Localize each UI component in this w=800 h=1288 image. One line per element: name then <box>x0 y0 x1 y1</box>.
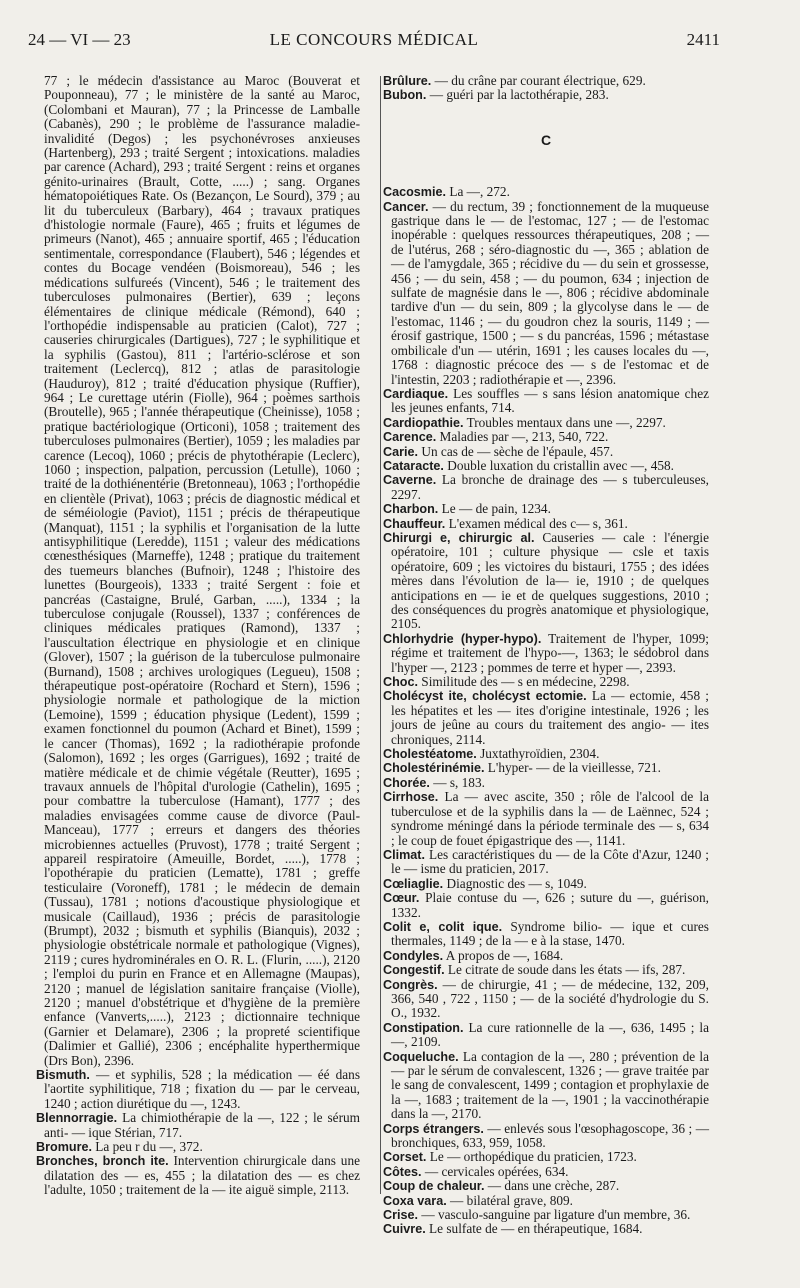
index-entry <box>383 74 709 88</box>
entry-headword: Colit e, colit ique. <box>383 919 503 934</box>
entry-text: Un cas de — sèche de l'épaule, 457. <box>418 443 614 459</box>
entry-text: — s, 183. <box>429 774 485 790</box>
entry-text: Le — de pain, 1234. <box>438 501 551 517</box>
index-entry <box>36 1111 360 1140</box>
entry-headword: Congrès. <box>383 977 438 992</box>
index-entry <box>383 920 709 949</box>
entry-headword: Chlorhydrie (hyper-hypo). <box>383 631 542 646</box>
entry-text: Le citrate de soude dans les états — ifs, 287. <box>444 962 686 978</box>
entry-text: Le — orthopédique du praticien, 1723. <box>426 1149 637 1165</box>
index-entry <box>36 1140 360 1154</box>
entry-text: L'examen médical des c— s, 361. <box>445 515 628 531</box>
entry-text: La — avec ascite, 350 ; rôle de l'alcool de la tuberculose et de la syphilis dans la — de Laënnec, 524 ; syndrome méningé dans la période terminale des — s, 634 ; le coup de fouet épigastrique des —, 1141. <box>391 789 709 848</box>
left-column <box>36 74 360 1198</box>
entry-headword: Climat. <box>383 847 425 862</box>
index-entry <box>383 978 709 1021</box>
entry-headword: Coqueluche. <box>383 1049 459 1064</box>
entry-text: La —, 272. <box>446 184 510 200</box>
index-entry <box>383 473 709 502</box>
index-entry <box>383 1122 709 1151</box>
index-entry <box>383 1208 709 1222</box>
entry-headword: Corps étrangers. <box>383 1121 484 1136</box>
index-entry <box>383 761 709 775</box>
entry-headword: Carence. <box>383 430 437 445</box>
entry-text: A propos de —, 1684. <box>443 947 564 963</box>
entry-text: Syndrome bilio- — ique et cures thermales, 1149 ; de la — e à la stase, 1470. <box>391 918 709 949</box>
entry-headword: Choc. <box>383 675 418 690</box>
entry-headword: Coxa vara. <box>383 1193 447 1208</box>
index-entry <box>383 517 709 531</box>
entry-headword: Carie. <box>383 444 419 459</box>
entry-headword: Crise. <box>383 1208 419 1223</box>
entry-headword: Bubon. <box>383 88 427 103</box>
index-entry <box>383 776 709 790</box>
index-entry <box>383 848 709 877</box>
column-divider <box>380 76 381 1194</box>
entry-headword: Chirurgi e, chirurgic al. <box>383 530 535 545</box>
index-entry <box>36 1154 360 1197</box>
entry-text: La — ectomie, 458 ; les hépatites et les — ites d'origine intestinale, 1926 ; les jours de jeûne au cours du traitement des angio- — ites chroniques, 2114. <box>391 688 709 747</box>
entry-text: Le sulfate de — en thérapeutique, 1684. <box>425 1221 643 1237</box>
entry-text: Traitement de l'hyper, 1099; régime et traitement de l'hypo-—, 1363; le sédobrol dans l'hyper —, 2123 ; pommes de terre et hyper —, 2393. <box>391 630 709 675</box>
entry-headword: Cholestéatome. <box>383 747 477 762</box>
entry-text: L'hyper- — de la vieillesse, 721. <box>484 760 661 776</box>
entry-headword: Chauffeur. <box>383 516 446 531</box>
index-entry <box>383 185 709 199</box>
page-header <box>28 30 720 56</box>
entry-text: Plaie contuse du —, 626 ; suture du —, guérison, 1332. <box>391 890 709 920</box>
section-letter: C <box>540 131 552 148</box>
entry-text: Causeries — cale : l'énergie opératoire, 101 ; culture physique — csle et taxis opératoire, 609 ; les victoires du bistauri, 1755 ; des idées mères dans l'évolution de la— ie, 1910 ; de quelques anticipations en — ie et de quelques suggestions, 2010 ; des conséquences du progrès anatomique et physiologique, 2105. <box>391 529 709 632</box>
entry-text: La bronche de drainage des — s tuberculeuses, 2297. <box>391 472 709 502</box>
entry-text: La contagion de la —, 280 ; prévention de la — par le sérum de convalescent, 1326 ; — grave traitée par le sang de convalescent, 1499 ; contagion et prophylaxie de la —, 1683 ; traitement de la —, 1901 ; la vaccinothérapie dans la —, 2170. <box>391 1048 709 1122</box>
entry-text: La chimiothérapie de la —, 122 ; le sérum anti- — ique Stérian, 717. <box>44 1110 360 1140</box>
index-entry <box>383 430 709 444</box>
entry-headword: Bromure. <box>36 1140 92 1155</box>
entry-headword: Bismuth. <box>36 1068 90 1083</box>
index-entry <box>383 416 709 430</box>
entry-text: — guéri par la lactothérapie, 283. <box>426 87 609 103</box>
index-entry <box>383 675 709 689</box>
entry-text: Double luxation du cristallin avec —, 458. <box>443 457 674 473</box>
index-entry <box>383 949 709 963</box>
journal-title: LE CONCOURS MÉDICAL <box>269 30 479 49</box>
entry-headword: Charbon. <box>383 502 439 517</box>
entry-text: Maladies par —, 213, 540, 722. <box>436 429 609 445</box>
entry-headword: Cardiopathie. <box>383 415 464 430</box>
right-column-entries <box>383 185 709 1237</box>
index-entry <box>383 1194 709 1208</box>
index-entry <box>383 200 709 387</box>
entry-text: Les caractéristiques du — de la Côte d'Azur, 1240 ; le — isme du praticien, 2017. <box>391 846 709 877</box>
right-column-top <box>383 74 709 103</box>
entry-headword: Cancer. <box>383 199 429 214</box>
entry-headword: Caverne. <box>383 473 437 488</box>
index-entry <box>383 877 709 891</box>
entry-text: Intervention chirurgicale dans une dilatation des — es, 455 ; la dilatation des — es chez l'adulte, 1050 ; traitement de la — ite aiguë simple, 2113. <box>44 1153 360 1198</box>
entry-headword: Cœliaglie. <box>383 876 444 891</box>
entry-text: — et syphilis, 528 ; la médication — éé dans l'aortite syphilitique, 718 ; fixation du — par le cerveau, 1240 ; action diurétique du —, 1243. <box>44 1067 360 1111</box>
index-entry <box>383 1165 709 1179</box>
entry-text: 77 ; le médecin d'assistance au Maroc (Bouverat et Pouponneau), 77 ; le ministère de la santé au Maroc, (Colombani et Mauran), 77 ; la Princesse de Lamballe (Cabanès), 290 ; le problème de l'assurance maladie-invalidité (Degos) ; les psychonévroses anxieuses (Hartenberg), 293 ; traité Sergent ; intoxications. maladies par carence (Achard), 293 ; traité Sergent : reins et organes génito-urinaires (Brault, Cotte, .....) ; sang. Organes hématopoiétiques Rate. Os (Bezançon, Le Sourd), 379 ; au lit du tuberculeux (Barbary), 464 ; travaux pratiques d'histologie normale (Faure), 465 ; fruits et légumes de primeurs (Nanot), 465 ; annuaire sportif, 465 ; l'éducation sentimentale, correspondance (Flaubert), 546 ; légendes et contes du Bocage vendéen (Boismoreau), 546 ; les médications sulfureés (Vincent), 546 ; le traitement des tuberculoses pulmonaires (Bertier), 639 ; leçons élémentaires de clinique médicale (Rémond), 640 ; l'orthopédie indispensable au praticien (Calot), 727 ; causeries chirurgicales (Dartigues), 727 ; le syphilitique et la syphilis (Gastou), 811 ; l'artério-sclérose et son traitement (Leclercq), 812 ; atlas de parasitologie (Hauduroy), 812 ; traité d'éducation physique (Ruffier), 964 ; Le curettage utérin (Fiolle), 964 ; poèmes sarthois (Broutelle), 965 ; l'année thérapeutique (Cheinisse), 1058 ; pratique bactériologique (Orticoni), 1058 ; traitement des tuberculoses pulmonaires (Bertier), 1059 ; les maladies par carence (Lecoq), 1060 ; précis de phytothérapie (Leclerc), 1060 ; inspection, palpation, percussion (Letulle), 1060 ; traité de la dothiénentérie (Bretonneau), 1063 ; l'orthopédie en clientèle (Privat), 1063 ; précis de diagnostic médical et de séméiologie (Paviot), 1151 ; précis de thérapeutique (Manquat), 1151 ; la syphilis et l'organisation de la lutte antisyphilitique (Leredde), 1151 ; valeur des médications cœnesthésiques (Marneffe), 1248 ; pratique du traitement des tuemeurs blanches (Bufnoir), 1248 ; l'histoire des lunettes (Bourgeois), 1333 ; traité Sergent : foie et pancréas (Castaigne, Brulé, Garban, .....), 1334 ; la tuberculose conjugale (Roussel), 1337 ; conférences de cliniques médicales pratiques (Ramond), 1337 ; l'auscultation électrique en physiologie et en clinique (Glover), 1507 ; la guérison de la tuberculose pulmonaire (Burnand), 1508 ; archives urologiques (Legueu), 1508 ; thérapeutique post-opératoire (Rochard et Stern), 1596 ; physiologie normale et pathologique de la miction (Lemoine), 1599 ; éducation physique (Ledent), 1599 ; examen fonctionnel du poumon (Achard et Binet), 1599 ; le cancer (Thomas), 1692 ; la radiothérapie profonde (Salomon), 1692 ; les orges (Garrigues), 1692 ; traité de matière médicale et de chimie végétale (Reutter), 1695 ; travaux annuels de l'hôpital d'urologie (Cathelin), 1695 ; pour combattre la tuberculose (Hamant), 1777 ; des maladies envisagées comme cause de divorce (Paul-Manceau), 1777 ; erreurs et dangers des théories microbiennes actuelles (Pruvost), 1778 ; traité Sergent ; appareil respiratoire (Ameuille, Bordet, .....), 1778 ; l'opothérapie du praticien (Lematte), 1781 ; greffe testiculaire (Voroneff), 1781 ; le médecin de demain (Tussau), 1781 ; notions d'acoustique physiologique et musicale (Caillaud), 1936 ; précis de parasitologie (Brumpt), 2032 ; bismuth et syphilis (Bianquis), 2032 ; physiologie obstétricale normale et pathologique (Vignes), 2119 ; cures hydrominérales en O. R. L. (Flurin, .....), 2120 ; l'emploi du purin en France et en Allemagne (Maupas), 2120 ; manuel de législation sanitaire française (Violle), 2120 ; manuel d'obstétrique et d'hygiène de la première enfance (Vanverts,.....), 2123 ; dictionnaire technique (Garnier et Delamare), 2306 ; la propreté scientifique (Dalimier et Gallié), 2306 ; encéphalite hyperthermique (Drs Bon), 2396. <box>44 73 360 1068</box>
index-entry <box>383 632 709 675</box>
entry-text: — enlevés sous l'œsophagoscope, 36 ; — bronchiques, 633, 959, 1058. <box>391 1120 709 1151</box>
index-entry <box>383 445 709 459</box>
header-date: 24 — VI — 23 <box>28 30 131 49</box>
entry-text: Juxtathyroïdien, 2304. <box>476 746 600 762</box>
index-entry <box>383 88 709 102</box>
entry-headword: Bronches, bronch ite. <box>36 1154 169 1169</box>
entry-text: La peu r du —, 372. <box>91 1139 203 1155</box>
entry-headword: Cuivre. <box>383 1222 426 1237</box>
index-entry <box>383 963 709 977</box>
index-entry <box>383 790 709 848</box>
index-entry <box>383 1050 709 1122</box>
entry-text: — dans une crèche, 287. <box>484 1178 620 1194</box>
entry-headword: Cataracte. <box>383 458 444 473</box>
index-entry <box>383 531 709 632</box>
entry-text: — bilatéral grave, 809. <box>446 1192 573 1208</box>
index-entry <box>383 502 709 516</box>
index-entry <box>383 891 709 920</box>
entry-text: La cure rationnelle de la —, 636, 1495 ; la —, 2109. <box>391 1019 709 1050</box>
page-number: 2411 <box>686 30 720 49</box>
entry-headword: Cacosmie. <box>383 185 446 200</box>
entry-headword: Corset. <box>383 1150 427 1165</box>
entry-text: Les souffles — s sans lésion anatomique chez les jeunes enfants, 714. <box>391 385 709 416</box>
index-entry <box>383 1222 709 1236</box>
entry-headword: Congestif. <box>383 963 445 978</box>
index-entry <box>383 387 709 416</box>
index-entry <box>383 1021 709 1050</box>
entry-headword: Cardiaque. <box>383 386 449 401</box>
entry-text: Similitude des — s en médecine, 2298. <box>417 674 630 690</box>
entry-text: Troubles mentaux dans une —, 2297. <box>463 414 666 430</box>
index-entry <box>383 747 709 761</box>
entry-text: — du rectum, 39 ; fonctionnement de la muqueuse gastrique dans le — de l'estomac, 127 ; — de l'estomac inopérable : quelques ressources thérapeutiques, 208 ; — de l'utérus, 268 ; séro-diagnostic du —, 365 ; ablation de — de l'amygdale, 365 ; récidive du — du sein et grossesse, 456 ; — du sein, 458 ; — du poumon, 634 ; injection de sulfate de magnésie dans le —, 806 ; récidive abdominale tardive d'un — du sein, 809 ; la glycolyse dans le — de l'estomac, 1146 ; — du goudron chez la souris, 1149 ; — érosif gastrique, 1500 ; — s du pancréas, 1596 ; métastase ombilicale d'un — utérin, 1691 ; les causes locales du —, 1768 : diagnostic précoce des — s de l'estomac et de l'intestin, 2203 ; radiothérapie et —, 2396. <box>391 198 709 387</box>
index-entry <box>383 689 709 747</box>
right-column <box>383 74 709 1237</box>
entry-text: — vasculo-sanguine par ligature d'un membre, 36. <box>418 1207 691 1223</box>
entry-headword: Chorée. <box>383 775 430 790</box>
entry-headword: Côtes. <box>383 1164 422 1179</box>
entry-text: Diagnostic des — s, 1049. <box>443 875 587 891</box>
entry-headword: Blennorragie. <box>36 1111 118 1126</box>
entry-text: — cervicales opérées, 634. <box>421 1163 569 1179</box>
entry-headword: Brûlure. <box>383 74 432 88</box>
entry-headword: Constipation. <box>383 1020 464 1035</box>
entry-headword: Cœur. <box>383 891 420 906</box>
index-entry <box>36 74 360 1068</box>
index-entry <box>383 1150 709 1164</box>
entry-text: — de chirurgie, 41 ; — de médecine, 132, 209, 366, 540 , 722 , 1150 ; — de la société d'hydrologie du S. O., 1932. <box>391 976 709 1021</box>
index-entry <box>383 1179 709 1193</box>
entry-text: — du crâne par courant électrique, 629. <box>431 73 646 88</box>
entry-headword: Coup de chaleur. <box>383 1179 485 1194</box>
index-entry <box>36 1068 360 1111</box>
index-entry <box>383 459 709 473</box>
entry-headword: Cholestérinémie. <box>383 761 485 776</box>
entry-headword: Condyles. <box>383 948 444 963</box>
entry-headword: Cirrhose. <box>383 790 439 805</box>
entry-headword: Cholécyst ite, cholécyst ectomie. <box>383 689 587 704</box>
